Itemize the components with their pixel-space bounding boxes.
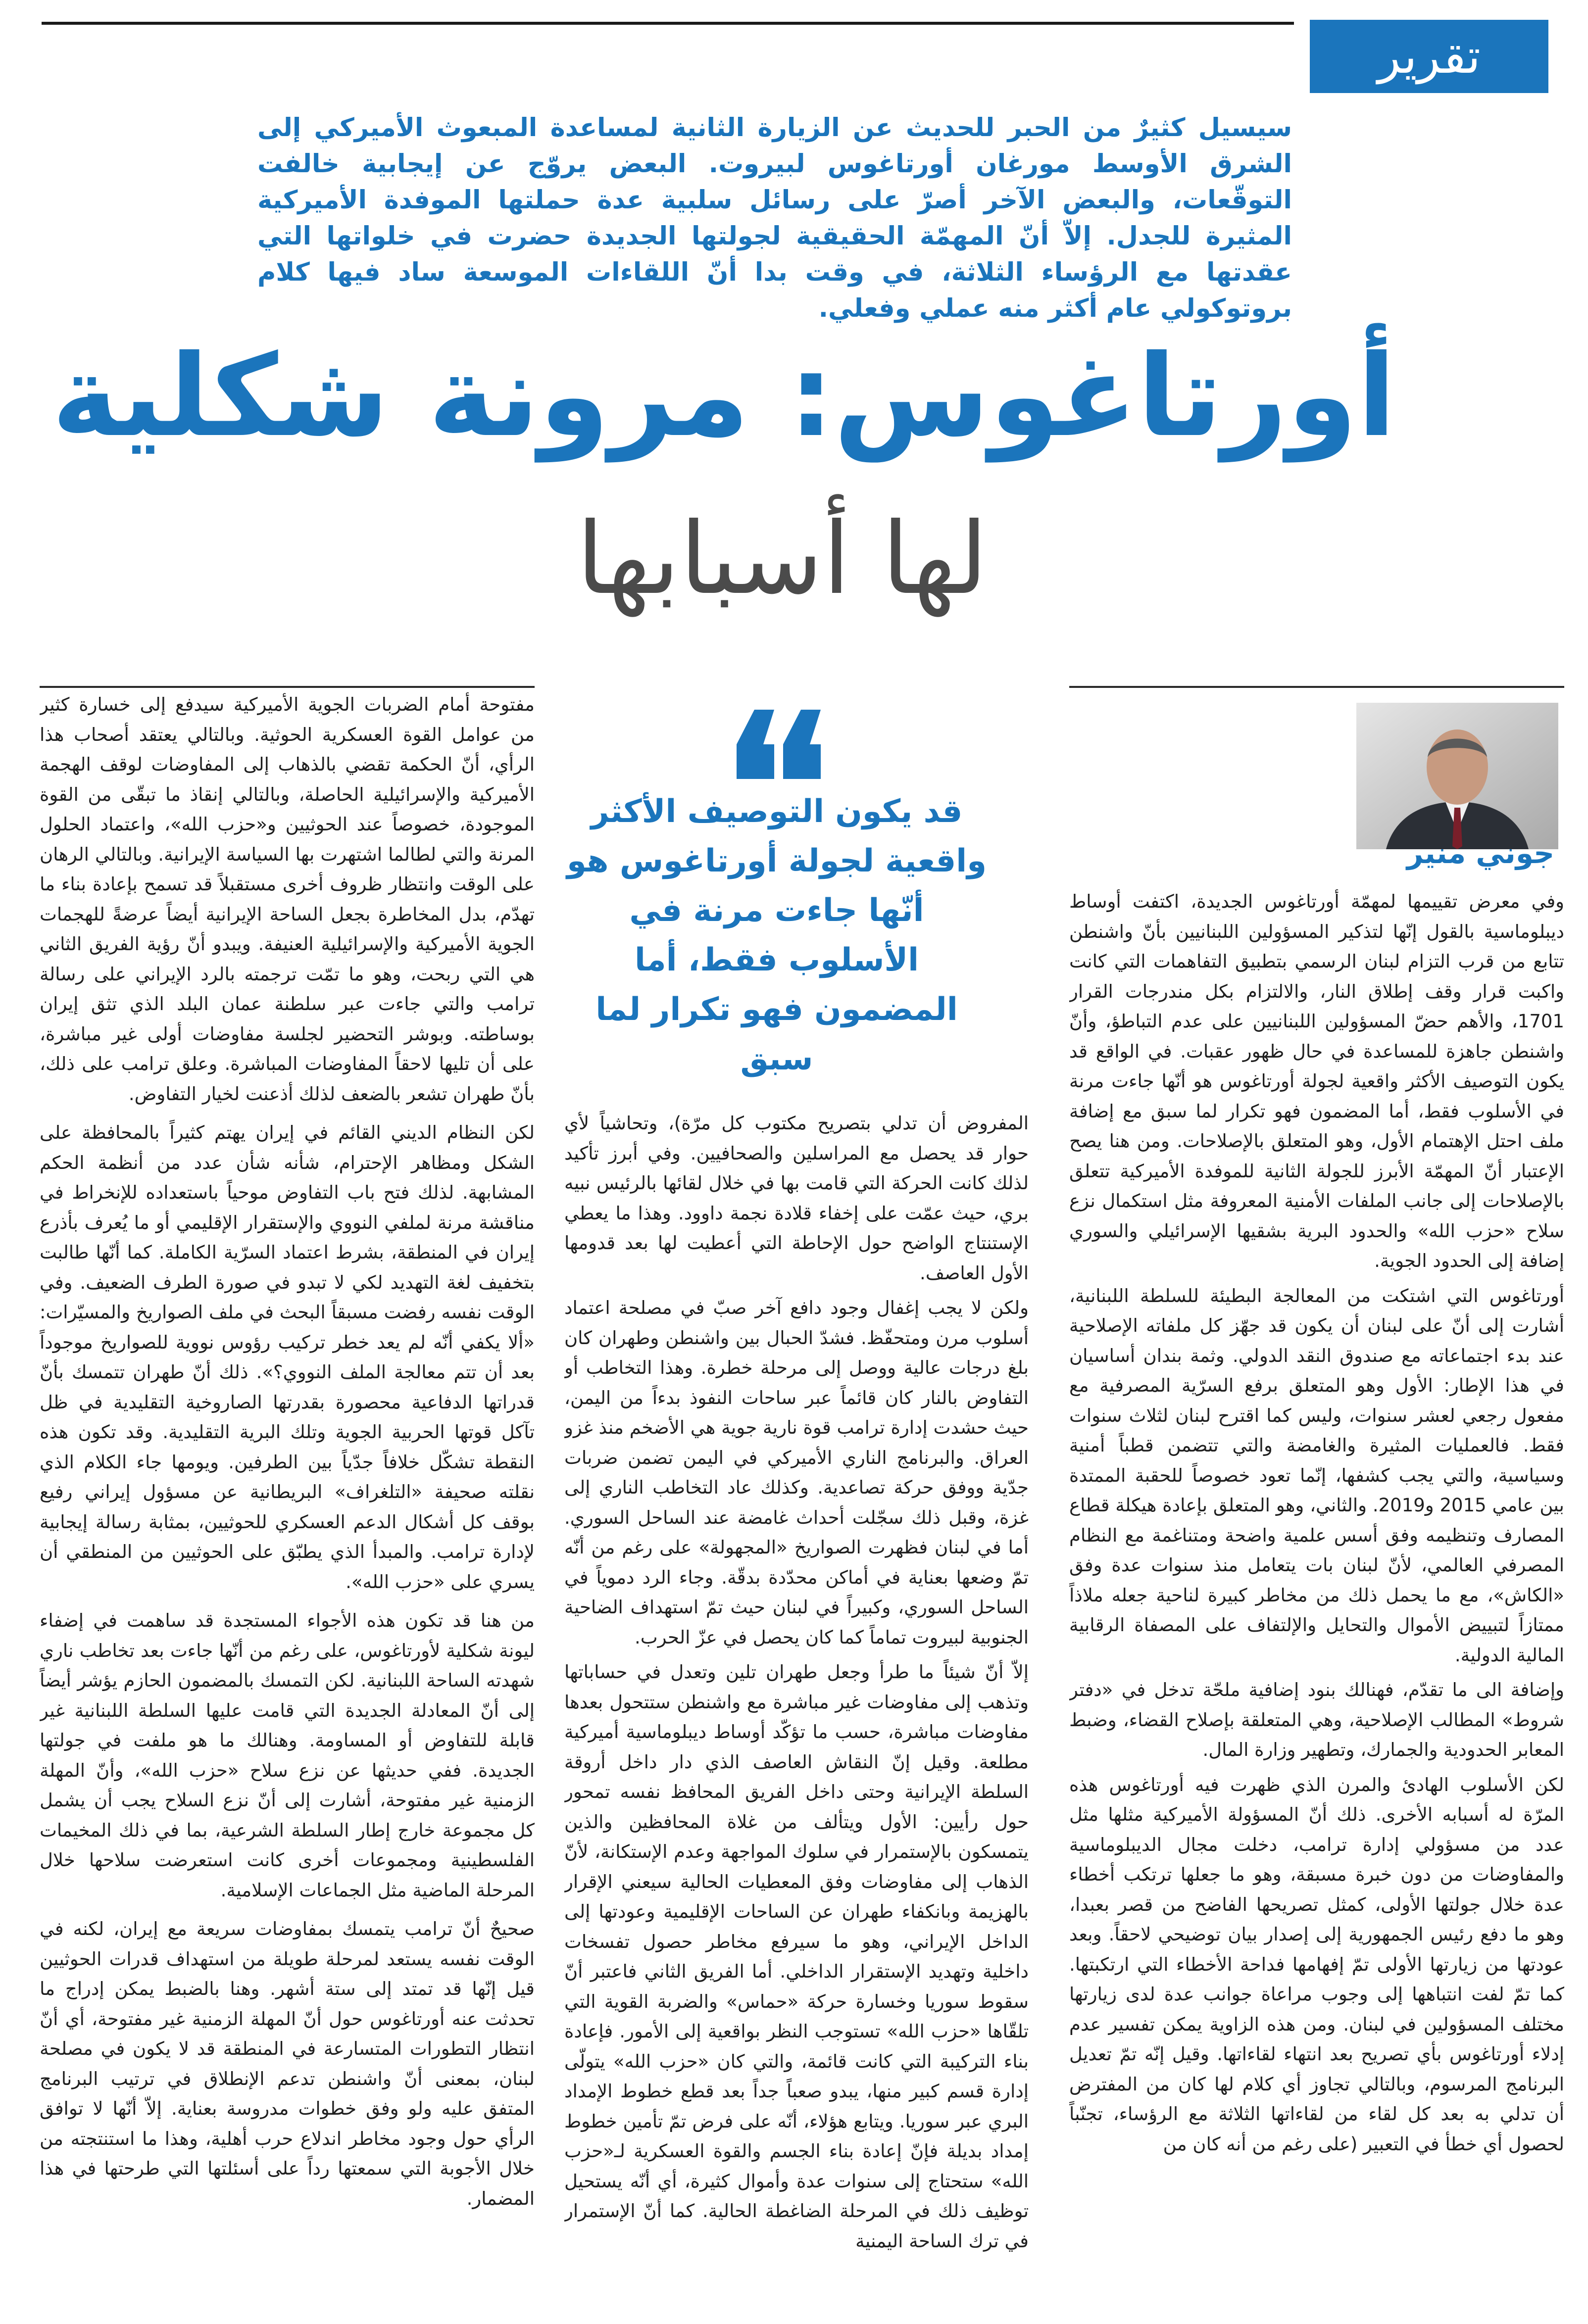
- double-quote-icon: [735, 708, 824, 781]
- body-paragraph: لكن الأسلوب الهادئ والمرن الذي ظهرت فيه أورتاغوس هذه المرّة له أسبابه الأخرى. ذلك أنّ المسؤولة الأميركية مثلها مثل عدد من مسؤولي إدارة ترامب، دخلت مجال الديبلوماسية والمفاوضات من دون خبرة مسبقة، وهو ما جعلها ترتكب أخطاء عدة خلال جولتها الأولى، كمثل تصريحها الفاضح من قصر بعبدا، وهو ما دفع رئيس الجمهورية إلى إصدار بيان توضيحي لاحقاً. وبعد عودتها من زيارتها الأولى تمّ إفهامها فداحة الأخطاء التي ارتكبتها. كما تمّ لفت انتباهها إلى وجوب مراعاة جوانب عدة لدى زيارتها مختلف المسؤولين في لبنان. ومن هذه الزاوية يمكن تفسير عدم إدلاء أورتاغوس بأي تصريح بعد انتهاء لقاءاتها. وقيل إنّه تمّ تعديل البرنامج المرسوم، وبالتالي تجاوز أي كلام لها كان من المفترض أن تدلي به بعد كل لقاء من لقاءاتها الثلاثة مع الرؤساء، تجنّباً لحصول أي خطأ في التعبير (على رغم من أنه كان من: [1069, 1774, 1564, 2155]
- body-column-right: [1069, 887, 1564, 2297]
- body-paragraph: وإضافة الى ما تقدّم، فهنالك بنود إضافية ملحّة تدخل في «دفتر شروط» المطالب الإصلاحية، وهي المتعلقة بإصلاح القضاء، وضبط المعابر الحدودية والجمارك، وتطهير وزارة المال.: [1069, 1679, 1564, 1760]
- author-photo: [1356, 703, 1558, 849]
- author-portrait: [1356, 703, 1558, 849]
- body-paragraph: وفي معرض تقييمها لمهمّة أورتاغوس الجديدة، اكتفت أوساط ديبلوماسية بالقول إنّها لتذكير المسؤولين اللبنانيين بأنّ واشنطن تتابع من قرب التزام لبنان الرسمي بتطبيق التفاهمات التي كانت واكبت قرار وقف إطلاق النار، والالتزام بكل مندرجات القرار 1701، والأهم حضّ المسؤولين اللبنانيين على عدم التباطؤ، وأنّ واشنطن جاهزة للمساعدة في حال ظهور عقبات. في الواقع قد يكون التوصيف الأكثر واقعية لجولة أورتاغوس هو أنّها جاءت مرنة في الأسلوب فقط، أما المضمون فهو تكرار لما سبق مع إضافة ملف احتل الإهتمام الأول، وهو المتعلق بالإصلاحات. ومن هنا يصح الإعتبار أنّ المهمّة الأبرز للجولة الثانية للموفدة الأميركية تتعلق بالإصلاحات إلى جانب الملفات الأمنية المعروفة مثل استكمال نزع سلاح «حزب الله» والحدود البرية بشقيها الإسرائيلي والسوري إضافة إلى الحدود الجوية.: [1069, 891, 1564, 1271]
- section-tag: تقرير: [1310, 20, 1548, 93]
- body-paragraph: ولكن لا يجب إغفال وجود دافع آخر صبّ في مصلحة اعتماد أسلوب مرن ومتحفّظ. فشدّ الحبال بين واشنطن وطهران كان بلغ درجات عالية ووصل إلى مرحلة خطرة. وهذا التخاطب أو التفاوض بالنار كان قائماً عبر ساحات النفوذ بدءاً من اليمن، حيث حشدت إدارة ترامب قوة نارية جوية هي الأضخم منذ غزو العراق. والبرنامج الناري الأميركي في اليمن تضمن ضربات جدّية ووفق حركة تصاعدية. وكذلك عاد التخاطب الناري إلى غزة، وقبل ذلك سجّلت أحداث غامضة عند الساحل السوري. أما في لبنان فظهرت الصواريخ «المجهولة» على رغم من أنّه تمّ وضعها بعناية في أماكن محدّدة بدقّة. وجاء الرد دموياً في الساحل السوري، وكبيراً في لبنان حيث تمّ استهداف الضاحية الجنوبية لبيروت تماماً كما كان يحصل في عزّ الحرب.: [564, 1297, 1029, 1648]
- body-column-left: [40, 690, 535, 2298]
- body-paragraph: لكن النظام الديني القائم في إيران يهتم كثيراً بالمحافظة على الشكل ومظاهر الإحترام، شأنه شأن عدد من أنظمة الحكم المشابهة. لذلك فتح باب التفاوض موحياً باستعداده للإنخراط في مناقشة مرنة لملفي النووي والإستقرار الإقليمي أو ما يُعرف بأذرع إيران في المنطقة، بشرط اعتماد السرّية الكاملة. كما أنّها طالبت بتخفيف لغة التهديد لكي لا تبدو في صورة الطرف الضعيف. وفي الوقت نفسه رفضت مسبقاً البحث في ملف الصواريخ والمسيّرات: «ألا يكفي أنّه لم يعد خطر تركيب رؤوس نووية للصواريخ موجوداً بعد أن تتم معالجة الملف النووي؟». ذلك أنّ طهران تتمسك بأنّ قدراتها الدفاعية محصورة بقدرتها الصاروخية التقليدية في ظل تآكل قوتها الحربية الجوية وتلك البرية التقليدية. وقد تكون هذه النقطة تشكّل خلافاً جدّياً بين الطرفين. ويومها جاء الكلام الذي نقلته صحيفة «التلغراف» البريطانية عن مسؤول إيراني رفيع بوقف كل أشكال الدعم العسكري للحوثيين، بمثابة رسالة إيجابية لإدارة ترامب. والمبدأ الذي يطبّق على الحوثيين من المنطقي أن يسري على «حزب الله».: [40, 1122, 535, 1593]
- body-column-middle: [564, 1109, 1029, 2296]
- top-rule: [42, 22, 1294, 25]
- body-paragraph: صحيحٌ أنّ ترامب يتمسك بمفاوضات سريعة مع إيران، لكنه في الوقت نفسه يستعد لمرحلة طويلة من استهداف قدرات الحوثيين قيل إنّها قد تمتد إلى ستة أشهر. وهنا بالضبط يمكن إدراج ما تحدثت عنه أورتاغوس حول أنّ المهلة الزمنية غير مفتوحة، أي أنّ انتظار التطورات المتسارعة في المنطقة قد لا يكون في مصلحة لبنان، بمعنى أنّ واشنطن تدعم الإنطلاق في ترتيب البرنامج المتفق عليه ولو وفق خطوات مدروسة بعناية. إلاّ أنّها لا توافق الرأي حول وجود مخاطر اندلاع حرب أهلية، وهذا ما استنتجته من خلال الأجوبة التي سمعتها رداً على أسئلتها التي طرحتها في هذا المضمار.: [40, 1918, 535, 2209]
- headline-main: أورتاغوس: مرونة شكلية: [51, 330, 1396, 462]
- body-paragraph: مفتوحة أمام الضربات الجوية الأميركية سيدفع إلى خسارة كثير من عوامل القوة العسكرية الحوثية. وبالتالي يعتقد أصحاب هذا الرأي، أنّ الحكمة تقضي بالذهاب إلى المفاوضات لوقف الهجمة الأميركية والإسرائيلية الحاصلة، وبالتالي إنقاذ ما تبقّى من القوة الموجودة، خصوصاً عند الحوثيين و«حزب الله»، واعتماد الحلول المرنة والتي لطالما اشتهرت بها السياسة الإيرانية. وبالتالي الرهان على الوقت وانتظار ظروف أخرى مستقبلاً قد تسمح بإعادة بناء ما تهدّم، بدل المخاطرة بجعل الساحة الإيرانية أيضاً عرضةً للهجمات الجوية الأميركية والإسرائيلية العنيفة. ويبدو أنّ رؤية الفريق الثاني هي التي ربحت، وهو ما تمّت ترجمته بالرد الإيراني على رسالة ترامب والتي جاءت عبر سلطنة عمان البلد الذي تثق إيران بوساطته. وبوشر التحضير لجلسة مفاوضات أولى غير مباشرة، على أن تليها لاحقاً المفاوضات المباشرة. وعلق ترامب على ذلك، بأنّ طهران تشعر بالضعف لذلك أذعنت لخيار التفاوض.: [40, 694, 535, 1105]
- body-paragraph: من هنا قد تكون هذه الأجواء المستجدة قد ساهمت في إضفاء ليونة شكلية لأورتاغوس، على رغم من أنّها جاءت بعد تخاطب ناري شهدته الساحة اللبنانية. لكن التمسك بالمضمون الحازم يؤشر أيضاً إلى أنّ المعادلة الجديدة التي قامت عليها السلطة اللبنانية غير قابلة للتفاوض أو المساومة. وهنالك ما هو ملفت في جولتها الجديدة. ففي حديثها عن نزع سلاح «حزب الله»، وأنّ المهلة الزمنية غير مفتوحة، أشارت إلى أنّ نزع السلاح يجب أن يشمل كل مجموعة خارج إطار السلطة الشرعية، بما في ذلك المخيمات الفلسطينية ومجموعات أخرى كانت استعرضت سلاحها خلال المرحلة الماضية مثل الجماعات الإسلامية.: [40, 1610, 535, 1901]
- body-paragraph: المفروض أن تدلي بتصريح مكتوب كل مرّة)، وتحاشياً لأي حوار قد يحصل مع المراسلين والصحافيين. وفي أبرز تأكيد لذلك كانت الحركة التي قامت بها في خلال لقائها بالرئيس نبيه بري، حيث عمّت على إخفاء قلادة نجمة داوود. وهذا ما يعطي الإستنتاج الواضح حول الإحاطة التي أعطيت لها بعد قدومها الأول العاصف.: [564, 1113, 1029, 1284]
- body-paragraph: إلاّ أنّ شيئاً ما طرأ وجعل طهران تلين وتعدل في حساباتها وتذهب إلى مفاوضات غير مباشرة مع واشنطن ستتحول بعدها مفاوضات مباشرة، حسب ما تؤكّد أوساط ديبلوماسية أميركية مطلعة. وقيل إنّ النقاش العاصف الذي دار داخل أروقة السلطة الإيرانية وحتى داخل الفريق المحافظ نفسه تمحور حول رأيين: الأول ويتألف من غلاة المحافظين والذين يتمسكون بالإستمرار في سلوك المواجهة وعدم الإستكانة، لأنّ الذهاب إلى مفاوضات وفق المعطيات الحالية سيعني الإقرار بالهزيمة وبانكفاء طهران عن الساحات الإقليمية وعودتها إلى الداخل الإيراني، وهو ما سيرفع مخاطر حصول تفسخات داخلية وتهديد الإستقرار الداخلي. أما الفريق الثاني فاعتبر أنّ سقوط سوريا وخسارة حركة «حماس» والضربة القوية التي تلقّاها «حزب الله» تستوجب النظر بواقعية إلى الأمور. فإعادة بناء التركيبة التي كانت قائمة، والتي كان «حزب الله» يتولّى إدارة قسم كبير منها، يبدو صعباً جداً بعد قطع خطوط الإمداد البري عبر سوريا. ويتابع هؤلاء، أنّه على فرض تمّ تأمين خطوط إمداد بديلة فإنّ إعادة بناء الجسم والقوة العسكرية لـ«حزب الله» ستحتاج إلى سنوات عدة وأموال كثيرة، أي أنّه يستحيل توظيف ذلك في المرحلة الضاغطة الحالية. كما أنّ الإستمرار في ترك الساحة اليمنية: [564, 1661, 1029, 2252]
- column-rule-left: [40, 686, 535, 688]
- body-paragraph: أورتاغوس التي اشتكت من المعالجة البطيئة للسلطة اللبنانية، أشارت إلى أنّ على لبنان أن يكون قد جهّز كل ملفاته الإصلاحية عند بدء اجتماعاته مع صندوق النقد الدولي. وثمة بندان أساسيان في هذا الإطار: الأول وهو المتعلق برفع السرّية المصرفية مع مفعول رجعي لعشر سنوات، وليس كما اقترح لبنان لثلاث سنوات فقط. فالعمليات المثيرة والغامضة والتي تتضمن قطباً أمنية وسياسية، والتي يجب كشفها، إنّما تعود خصوصاً للحقبة الممتدة بين عامي 2015 و2019. والثاني، وهو المتعلق بإعادة هيكلة قطاع المصارف وتنظيمه وفق أسس علمية واضحة ومتناغمة مع النظام المصرفي العالمي، لأنّ لبنان بات يتعامل منذ سنوات عدة وفق «الكاش»، مع ما يحمل ذلك من مخاطر كبيرة لناحية جعله ملاذاً ممتازاً لتبييض الأموال والتحايل والإلتفاف على المصفاة الرقابية المالية الدولية.: [1069, 1285, 1564, 1666]
- column-rule-right: [1069, 686, 1564, 688]
- headline-sub: لها أسبابها: [576, 501, 988, 617]
- pull-quote: قد يكون التوصيف الأكثر واقعية لجولة أورتاغوس هو أنّها جاءت مرنة في الأسلوب فقط، أما المضمون فهو تكرار لما سبق: [567, 793, 987, 1077]
- intro-paragraph: سيسيل كثيرٌ من الحبر للحديث عن الزيارة الثانية لمساعدة المبعوث الأميركي إلى الشرق الأوسط مورغان أورتاغوس لبيروت. البعض يروّج عن إيجابية خالفت التوقّعات، والبعض الآخر أصرّ على رسائل سلبية عدة حملتها الموفدة الأميركية المثيرة للجدل. إلاّ أنّ المهمّة الحقيقية لجولتها الجديدة حضرت في خلواتها التي عقدتها مع الرؤساء الثلاثة، في وقت بدا أنّ اللقاءات الموسعة ساد فيها كلام بروتوكولي عام أكثر منه عملي وفعلي.: [257, 113, 1292, 323]
- author-name: جوني منير: [1406, 836, 1554, 870]
